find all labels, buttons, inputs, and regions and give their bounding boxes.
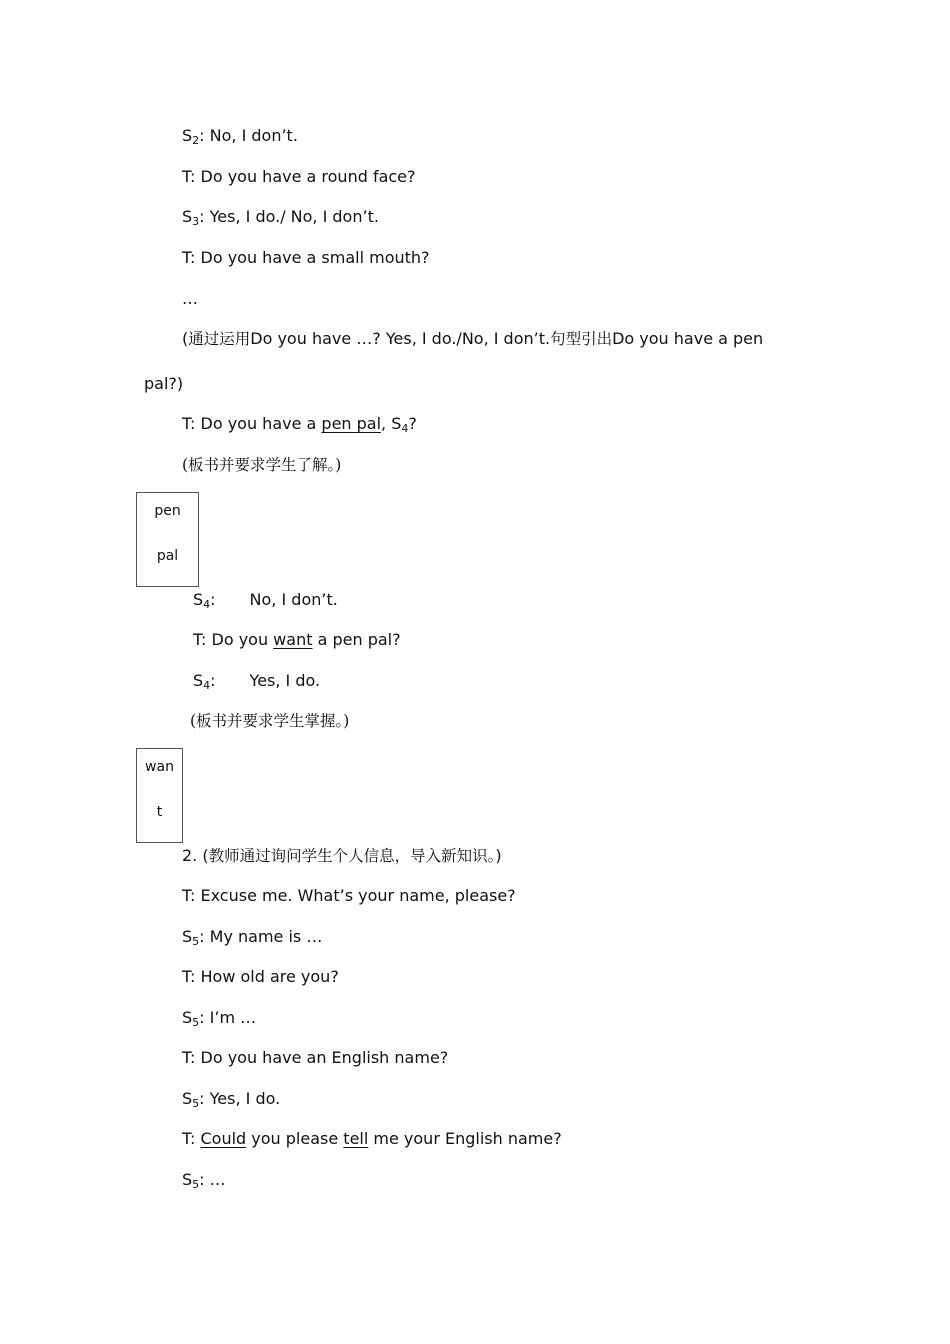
speaker-number: 5 xyxy=(192,1016,200,1029)
line-text: , S xyxy=(381,414,402,433)
teaching-note-continued: pal?) xyxy=(144,374,184,393)
dialogue-line xyxy=(182,1088,280,1110)
note-chinese: 句型引出 xyxy=(550,330,613,348)
paren-close: ) xyxy=(495,846,502,865)
paren-open: ( xyxy=(182,329,189,348)
speaker: S xyxy=(182,1170,193,1189)
board-word: wan xyxy=(145,759,174,775)
line-text: T: Do you xyxy=(193,630,274,649)
speaker-number: 4 xyxy=(401,422,409,435)
speaker-number: 5 xyxy=(192,935,200,948)
speaker: S xyxy=(182,1008,193,1027)
line-text: No, I don’t. xyxy=(249,590,338,609)
teaching-note xyxy=(182,328,763,350)
section-note: 教师通过询问学生个人信息，导入新知识。 xyxy=(208,847,496,865)
dialogue-line xyxy=(193,629,401,651)
speaker-number: 3 xyxy=(192,215,200,228)
blackboard-note: (板书并要求学生掌握。) xyxy=(190,712,350,730)
section-heading xyxy=(182,845,502,867)
speaker: S xyxy=(193,590,204,609)
dialogue-line xyxy=(182,1007,256,1029)
dialogue-line: T: Do you have a round face? xyxy=(182,167,416,186)
line-text: : … xyxy=(199,1170,226,1189)
dialogue-line xyxy=(182,1128,562,1150)
key-word: tell xyxy=(343,1129,369,1148)
line-text: : My name is … xyxy=(199,927,323,946)
speaker-number: 5 xyxy=(192,1097,200,1110)
speaker: S xyxy=(182,927,193,946)
colon: : xyxy=(210,590,216,609)
dialogue-line xyxy=(193,589,338,611)
speaker: S xyxy=(182,1089,193,1108)
board-word: t xyxy=(156,804,163,820)
dialogue-line xyxy=(182,926,322,948)
speaker: S xyxy=(193,671,204,690)
section-number: 2. ( xyxy=(182,846,209,865)
dialogue-line xyxy=(193,670,320,692)
line-text: Yes, I do. xyxy=(249,671,321,690)
speaker: S xyxy=(182,207,193,226)
key-word: Could xyxy=(200,1129,247,1148)
speaker-number: 4 xyxy=(203,598,211,611)
line-text: a pen pal? xyxy=(312,630,401,649)
speaker-number: 4 xyxy=(203,679,211,692)
line-text: ? xyxy=(408,414,417,433)
board-box-pen-pal xyxy=(136,492,199,587)
board-word: pen xyxy=(154,503,181,519)
line-text: : Yes, I do./ No, I don’t. xyxy=(199,207,379,226)
line-text: : No, I don’t. xyxy=(199,126,298,145)
dialogue-line xyxy=(182,125,298,147)
colon: : xyxy=(210,671,216,690)
blackboard-note: (板书并要求学生了解。) xyxy=(182,456,342,474)
ellipsis-line: … xyxy=(182,289,198,308)
line-text: T: xyxy=(182,1129,201,1148)
key-word: want xyxy=(273,630,313,649)
board-word: pal xyxy=(156,548,179,564)
dialogue-line: T: Do you have a small mouth? xyxy=(182,248,430,267)
speaker-number: 2 xyxy=(192,134,200,147)
note-english: Do you have a pen xyxy=(612,329,764,348)
note-english: Do you have …? Yes, I do./No, I don’t. xyxy=(250,329,551,348)
key-phrase: pen pal xyxy=(321,414,382,433)
dialogue-line xyxy=(182,1169,226,1191)
dialogue-line: T: Excuse me. What’s your name, please? xyxy=(182,886,516,905)
note-chinese: 通过运用 xyxy=(188,330,251,348)
line-text: : I’m … xyxy=(199,1008,257,1027)
speaker-number: 5 xyxy=(192,1178,200,1191)
dialogue-line xyxy=(182,413,417,435)
dialogue-line: T: How old are you? xyxy=(182,967,339,986)
dialogue-line: T: Do you have an English name? xyxy=(182,1048,449,1067)
board-box-want xyxy=(136,748,183,843)
line-text: : Yes, I do. xyxy=(199,1089,281,1108)
line-text: me your English name? xyxy=(368,1129,562,1148)
dialogue-line xyxy=(182,206,379,228)
line-text: you please xyxy=(246,1129,344,1148)
line-text: T: Do you have a xyxy=(182,414,322,433)
speaker: S xyxy=(182,126,193,145)
